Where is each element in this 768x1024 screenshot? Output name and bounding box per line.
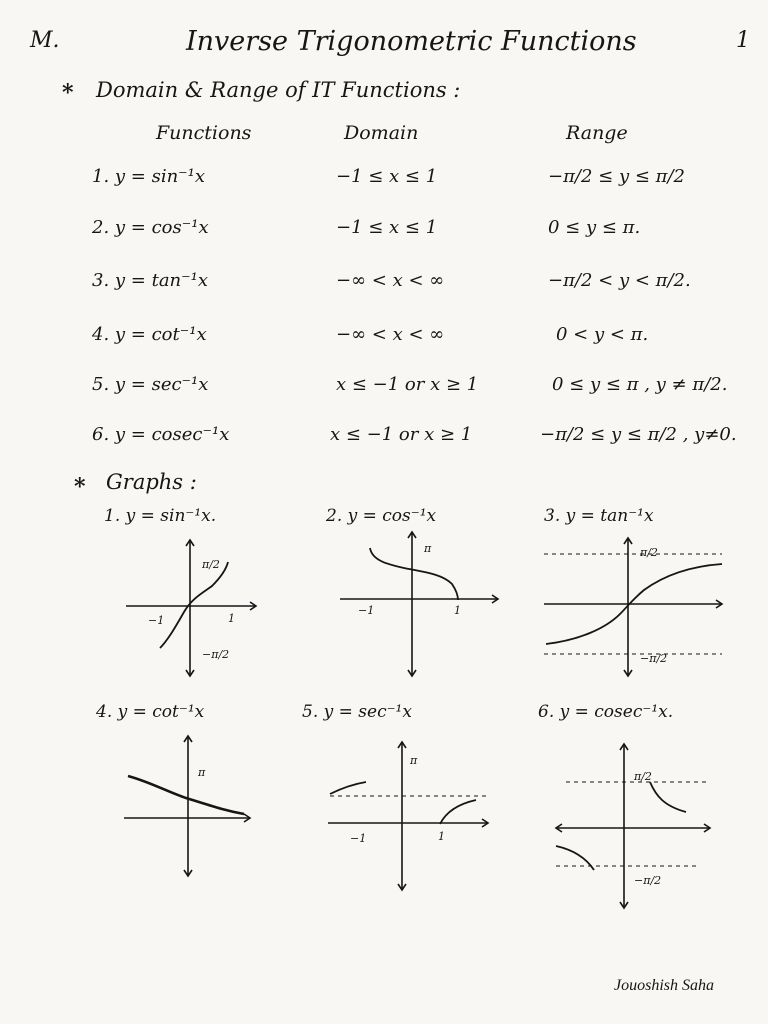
tick-label: π [410, 754, 418, 767]
arcsin-curve [160, 562, 228, 648]
arccosec-right-branch [650, 782, 686, 812]
graph-arccot [124, 736, 250, 876]
row-domain: −1 ≤ x ≤ 1 [336, 166, 438, 187]
row-domain: −1 ≤ x ≤ 1 [336, 217, 438, 238]
tick-label: −π/2 [640, 652, 668, 665]
tick-label: 1 [438, 830, 445, 843]
tick-label: −π/2 [202, 648, 230, 661]
row-domain: x ≤ −1 or x ≥ 1 [336, 374, 479, 395]
graph-arccos [340, 532, 498, 676]
graph-arcsec [328, 742, 488, 890]
graph-arcsin [126, 540, 256, 676]
row-function: 1. y = sin⁻¹x [92, 166, 206, 187]
tick-label: −1 [148, 614, 165, 627]
tick-label: π/2 [202, 558, 220, 571]
row-function: 2. y = cos⁻¹x [92, 217, 209, 238]
row-range: 0 ≤ y ≤ π , y ≠ π/2. [552, 374, 728, 395]
tick-label: π/2 [640, 546, 658, 559]
signature: Jouoshish Saha [614, 977, 714, 994]
page-number: 1 [736, 28, 750, 53]
row-domain: −∞ < x < ∞ [336, 324, 445, 345]
row-domain: −∞ < x < ∞ [336, 270, 445, 291]
arccos-curve [370, 548, 458, 600]
section-bullet: * [74, 474, 86, 500]
tick-label: −π/2 [634, 874, 662, 887]
row-range: 0 ≤ y ≤ π. [548, 217, 641, 238]
graph-arctan [544, 538, 722, 676]
column-header-functions: Functions [156, 122, 252, 144]
row-function: 3. y = tan⁻¹x [92, 270, 209, 291]
graph-label-arcsec: 5. y = sec⁻¹x [302, 702, 412, 722]
graph-label-arctan: 3. y = tan⁻¹x [544, 506, 654, 526]
corner-label: M. [30, 28, 60, 53]
section-bullet: * [62, 80, 74, 106]
row-range: −π/2 ≤ y ≤ π/2 , y≠0. [540, 424, 737, 445]
tick-label: −1 [358, 604, 375, 617]
tick-label: π [424, 542, 432, 555]
arcsec-left-branch [330, 782, 366, 794]
row-function: 4. y = cot⁻¹x [92, 324, 207, 345]
arcsec-right-branch [440, 800, 476, 824]
graph-label-arccosec: 6. y = cosec⁻¹x. [538, 702, 674, 722]
row-function: 6. y = cosec⁻¹x [92, 424, 230, 445]
tick-label: 1 [454, 604, 461, 617]
row-range: 0 < y < π. [556, 324, 649, 345]
graph-arccosec [556, 744, 710, 908]
row-function: 5. y = sec⁻¹x [92, 374, 209, 395]
graph-label-arcsin: 1. y = sin⁻¹x. [104, 506, 217, 526]
arccot-curve [128, 776, 244, 814]
page-title: Inverse Trigonometric Functions [186, 26, 637, 57]
graph-label-arccos: 2. y = cos⁻¹x [326, 506, 437, 526]
tick-label: 1 [228, 612, 235, 625]
section-heading-domain-range: Domain & Range of IT Functions : [96, 78, 461, 102]
row-range: −π/2 ≤ y ≤ π/2 [548, 166, 685, 187]
column-header-domain: Domain [344, 122, 419, 144]
row-domain: x ≤ −1 or x ≥ 1 [330, 424, 473, 445]
tick-label: −1 [350, 832, 367, 845]
row-range: −π/2 < y < π/2. [548, 270, 691, 291]
graph-label-arccot: 4. y = cot⁻¹x [96, 702, 205, 722]
section-heading-graphs: Graphs : [106, 470, 197, 494]
tick-label: π/2 [634, 770, 652, 783]
column-header-range: Range [566, 122, 628, 144]
tick-label: π [198, 766, 206, 779]
